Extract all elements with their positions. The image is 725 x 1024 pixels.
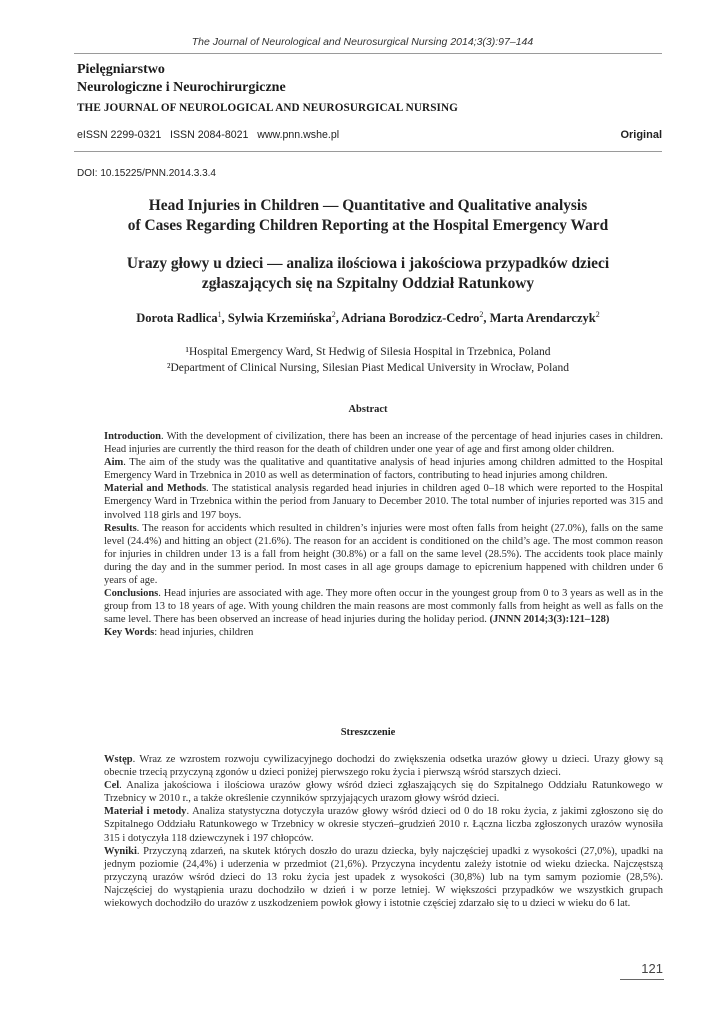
affiliations [74, 344, 662, 376]
running-head: The Journal of Neurological and Neurosurgical Nursing 2014;3(3):97–144 [191, 36, 534, 48]
author-name: Sylwia Krzemińska [227, 311, 332, 326]
metody-label: Materiał i metody [104, 806, 187, 818]
results-label: Results [104, 522, 137, 534]
cel-label: Cel [104, 780, 120, 792]
cel-text: . Analiza jakościowa i ilościowa urazów głowy wśród dzieci zgłaszających się do Szpitalnego Oddziału Ratunkowego w Trzebnicy w 2010 r., a także określenie czynników sprzyjających urazom głowy wśród dzieci. [104, 780, 663, 805]
affiliation-2: ²Department of Clinical Nursing, Silesian Piast Medical University in Wrocław, Poland [167, 362, 569, 374]
page-number-rule [620, 979, 664, 980]
citation: (JNNN 2014;3(3):121–128) [489, 614, 610, 626]
abstract-heading: Abstract [348, 404, 388, 415]
metody-text: . Analiza statystyczna dotyczyła urazów głowy wśród dzieci od 0 do 18 roku życia, z jakimi zgłoszono się do Szpitalnego Oddziału Ratunkowego w Trzebnicy w okresie styczeń–grudzień 2010 r. Łączna liczba zgłoszonych urazów wynosiła 315 i dotyczyła 118 dziewczynek i 197 chłopców. [104, 806, 663, 844]
wyniki-label: Wyniki [104, 845, 137, 857]
page-number: 121 [641, 961, 663, 976]
aim-label: Aim [104, 457, 124, 469]
keywords-text: : head injuries, children [154, 627, 254, 639]
streszczenie-heading: Streszczenie [340, 727, 396, 738]
article-type-label: Original [620, 129, 662, 141]
streszczenie-metody [104, 805, 663, 844]
article-title-en [74, 196, 662, 236]
wyniki-text: . Przyczyną zdarzeń, na skutek których doszło do urazu dziecka, były najczęściej upadki z wysokości (27,0%), upadki na jednym poziomie (24,4%) i uderzenia w przedmiot (21,6%). Przyczyna incydentu zależy istotnie od wieku dziecka. Najczęstszą przyczyną urazów wśród dzieci do 13 roku życia jest upadek z wysokości (30,8%) lub na tym samym poziomie (28,5%). Najczęściej do wystąpienia urazu dochodziło w dzień i w porze letniej. W większości przypadków we wszystkich grupach wiekowych dochodziło do urazów z uszkodzeniem powłok głowy i istotnie częściej zdarzało się to u dzieci w wieku do 6 lat. [104, 845, 663, 910]
author-affiliation-mark: 2 [479, 310, 484, 319]
author-name: Dorota Radlica [136, 311, 218, 326]
article-title-pl [74, 254, 662, 294]
journal-name-pl-line2: Neurologiczne i Neurochirurgiczne [77, 80, 286, 95]
abstract-introduction [104, 430, 663, 456]
masthead-rule [74, 151, 662, 152]
abstract-keywords [104, 626, 663, 639]
streszczenie-wstep [104, 753, 663, 779]
author-name: Marta Arendarczyk [489, 311, 596, 326]
affiliation-1: ¹Hospital Emergency Ward, St Hedwig of Silesia Hospital in Trzebnica, Poland [185, 346, 551, 358]
issn-text: eISSN 2299-0321 ISSN 2084-8021 www.pnn.wshe.pl [77, 129, 340, 141]
doi: DOI: 10.15225/PNN.2014.3.3.4 [77, 168, 216, 179]
streszczenie-wyniki [104, 845, 663, 910]
wstep-text: . Wraz ze wzrostem rozwoju cywilizacyjnego dochodzi do zwiększenia odsetka urazów głowy u dzieci. Urazy głowy są obecnie trzecią przyczyną zgonów u dzieci poniżej pierwszego roku życia i pierwszą wśród starszych dzieci. [104, 754, 663, 779]
abstract-methods [104, 482, 663, 521]
title-en-line1: Head Injuries in Children — Quantitative and Qualitative analysis [148, 197, 588, 214]
streszczenie-body [104, 753, 663, 910]
abstract-aim [104, 456, 663, 482]
conclusions-text: . Head injuries are associated with age. They more often occur in the youngest group from 0 to 3 years as well as in the group from 13 to 18 years of age. With young children the main reasons are most commonly falls from height as well as falls on the same level. There has been observed an increase of head injuries during the holiday period. [104, 588, 663, 626]
wstep-label: Wstęp [104, 754, 133, 765]
journal-name-pl-line1: Pielęgniarstwo [77, 62, 165, 77]
author-affiliation-mark: 2 [595, 310, 600, 319]
author-name: Adriana Borodzicz-Cedro [341, 311, 480, 326]
conclusions-label: Conclusions [104, 588, 159, 600]
author-separator: , [483, 311, 490, 326]
abstract-body [104, 430, 663, 640]
results-text: . The reason for accidents which resulted in children’s injuries were most often falls from height (27.0%), falls on the same level (24.4%) and hitting an object (21.6%). The reason for an accident is conditioned on the child’s age. The most common reason for injuries in children under 13 is a fall from height (30.8%) or a fall on the same level (28.5%). The accidents took place mainly during the day and in the summer period. In most cases in all age groups damage to epicrenium happened with children under 6 years of age. [104, 522, 663, 587]
aim-text: . The aim of the study was the qualitative and quantitative analysis of head injuries among children admitted to the Hospital Emergency Ward in Trzebnica in 2010 as well as determination of factors, contributing to head injuries among children. [104, 457, 663, 482]
keywords-label: Key Words [104, 627, 155, 639]
header-rule [74, 53, 662, 54]
abstract-conclusions [104, 587, 663, 626]
journal-masthead [77, 61, 667, 114]
introduction-label: Introduction [104, 431, 161, 442]
issn-row [77, 129, 662, 141]
title-pl-line2: zgłaszających się na Szpitalny Oddział Ratunkowy [201, 275, 535, 292]
author-separator: , [335, 311, 342, 326]
title-en-line2: of Cases Regarding Children Reporting at the Hospital Emergency Ward [127, 217, 609, 234]
methods-text: . The statistical analysis regarded head injuries in children aged 0–18 which were reported to the Hospital Emergency Ward in Trzebnica within the period from January to December 2010. The total number of injuries reported was 315 and involved 118 girls and 197 boys. [104, 483, 664, 521]
methods-label: Material and Methods [104, 483, 207, 495]
title-pl-line1: Urazy głowy u dzieci — analiza ilościowa i jakościowa przypadków dzieci [126, 255, 610, 272]
author-affiliation-mark: 1 [217, 310, 222, 319]
introduction-text: . With the development of civilization, there has been an increase of the percentage of head injuries cases in children. Head injuries are currently the third reason for the death of children under one year of age and first among older children. [104, 431, 663, 456]
abstract-results [104, 522, 663, 587]
streszczenie-cel [104, 779, 663, 805]
journal-name-en: THE JOURNAL OF NEUROLOGICAL AND NEUROSURGICAL NURSING [77, 102, 458, 114]
author-separator: , [221, 311, 228, 326]
author-list [74, 310, 662, 326]
author-affiliation-mark: 2 [331, 310, 336, 319]
